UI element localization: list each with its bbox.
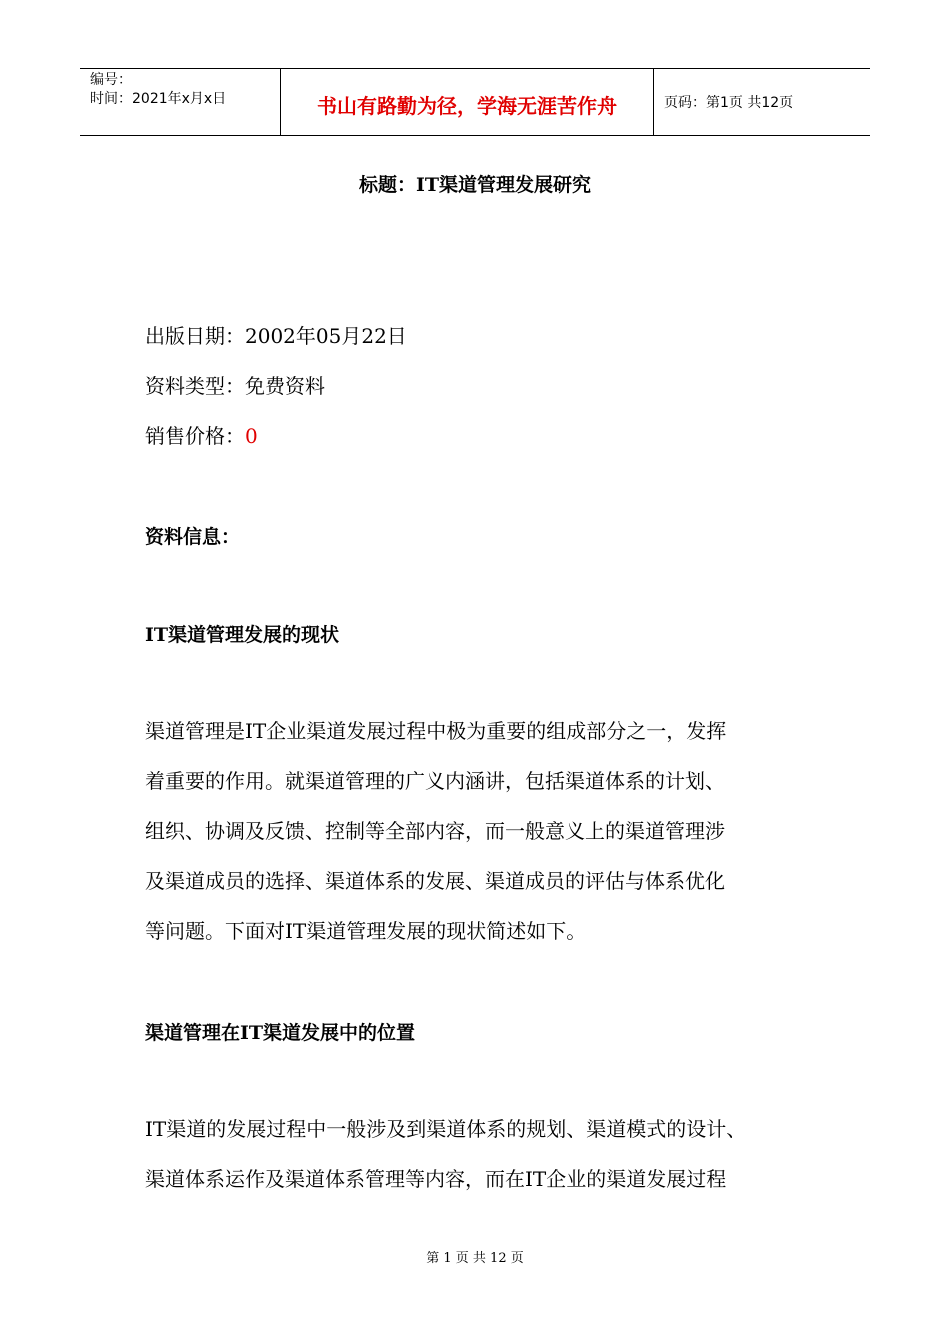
material-type-row xyxy=(145,370,325,399)
price-value: 0 xyxy=(245,424,258,448)
document-title: 标题：IT渠道管理发展研究 xyxy=(358,174,592,196)
paragraph-line: 着重要的作用。就渠道管理的广义内涵讲，包括渠道体系的计划、 xyxy=(145,769,725,793)
material-type-label: 资料类型： xyxy=(145,374,245,398)
time-label: 时间：2021年x月x日 xyxy=(90,91,227,107)
section2-paragraph xyxy=(145,1114,845,1214)
paragraph-line: 及渠道成员的选择、渠道体系的发展、渠道成员的评估与体系优化 xyxy=(145,869,725,893)
paragraph-line: IT渠道的发展过程中一般涉及到渠道体系的规划、渠道模式的设计、 xyxy=(145,1117,747,1141)
info-heading: 资料信息： xyxy=(145,526,241,548)
price-label: 销售价格： xyxy=(145,424,245,448)
header-page-info: 页码：第1页 共12页 xyxy=(664,95,794,111)
publish-date-row xyxy=(145,320,407,349)
paragraph-line: 渠道管理是IT企业渠道发展过程中极为重要的组成部分之一，发挥 xyxy=(145,719,727,743)
publish-date-label: 出版日期： xyxy=(145,324,245,348)
section1-paragraph xyxy=(145,716,845,966)
header-meta-cell xyxy=(80,69,281,135)
publish-date-value: 2002年05月22日 xyxy=(245,324,407,348)
paragraph-line: 组织、协调及反馈、控制等全部内容，而一般意义上的渠道管理涉 xyxy=(145,819,725,843)
header-motto: 书山有路勤为径，学海无涯苦作舟 xyxy=(281,69,654,135)
paragraph-line: 渠道体系运作及渠道体系管理等内容，而在IT企业的渠道发展过程 xyxy=(145,1167,727,1191)
material-type-value: 免费资料 xyxy=(245,374,325,398)
section2-heading: 渠道管理在IT渠道发展中的位置 xyxy=(145,1022,416,1044)
document-header xyxy=(80,68,870,136)
serial-label: 编号： xyxy=(90,72,132,88)
price-row xyxy=(145,420,258,449)
page-footer: 第 1 页 共 12 页 xyxy=(426,1251,524,1266)
section1-heading: IT渠道管理发展的现状 xyxy=(145,624,340,646)
paragraph-line: 等问题。下面对IT渠道管理发展的现状简述如下。 xyxy=(145,919,587,943)
